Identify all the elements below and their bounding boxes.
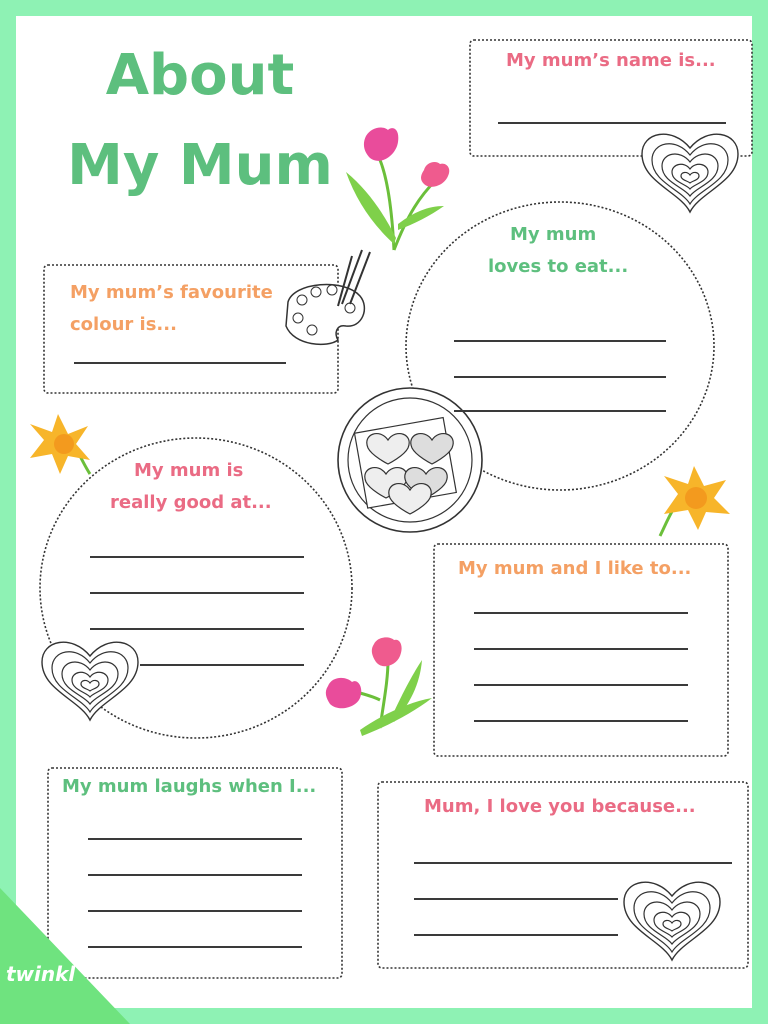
name-answer-line[interactable] — [498, 122, 726, 124]
eat-answer-line-2[interactable] — [454, 376, 666, 378]
good-at-prompt-line1: My mum is — [134, 460, 244, 481]
good-at-answer-line-2[interactable] — [90, 592, 304, 594]
love-prompt: Mum, I love you because... — [424, 796, 696, 817]
laughs-answer-line-2[interactable] — [88, 874, 302, 876]
love-answer-line-2[interactable] — [414, 898, 618, 900]
laughs-answer-line-1[interactable] — [88, 838, 302, 840]
page-title-line1: About — [105, 43, 295, 108]
laughs-prompt: My mum laughs when I... — [62, 776, 317, 797]
colour-prompt-line1: My mum’s favourite — [70, 282, 273, 303]
brand-logo: twinkl — [6, 962, 76, 986]
corner-triangle — [0, 888, 130, 1024]
like-to-answer-line-2[interactable] — [474, 648, 688, 650]
good-at-prompt-line2: really good at... — [110, 492, 272, 513]
palette-drawing — [286, 250, 370, 344]
love-answer-line-3[interactable] — [414, 934, 618, 936]
name-prompt: My mum’s name is... — [506, 50, 716, 71]
like-to-answer-line-4[interactable] — [474, 720, 688, 722]
eat-answer-line-1[interactable] — [454, 340, 666, 342]
eat-answer-line-3[interactable] — [454, 410, 666, 412]
colour-answer-line[interactable] — [74, 362, 286, 364]
like-to-answer-line-3[interactable] — [474, 684, 688, 686]
like-to-answer-line-1[interactable] — [474, 612, 688, 614]
good-at-answer-line-3[interactable] — [90, 628, 304, 630]
love-answer-line-1[interactable] — [414, 862, 732, 864]
daffodil-drawing-left — [30, 414, 90, 474]
good-at-answer-line-4[interactable] — [140, 664, 304, 666]
eat-prompt-line2: loves to eat... — [488, 256, 629, 277]
tulips-drawing-middle — [326, 637, 432, 736]
eat-prompt-line1: My mum — [510, 224, 597, 245]
tulips-drawing-top — [346, 128, 449, 250]
colour-prompt-line2: colour is... — [70, 314, 177, 335]
like-to-prompt: My mum and I like to... — [458, 558, 692, 579]
page-title-line2: My Mum — [67, 133, 333, 198]
good-at-answer-line-1[interactable] — [90, 556, 304, 558]
daffodil-drawing-right — [660, 466, 730, 536]
